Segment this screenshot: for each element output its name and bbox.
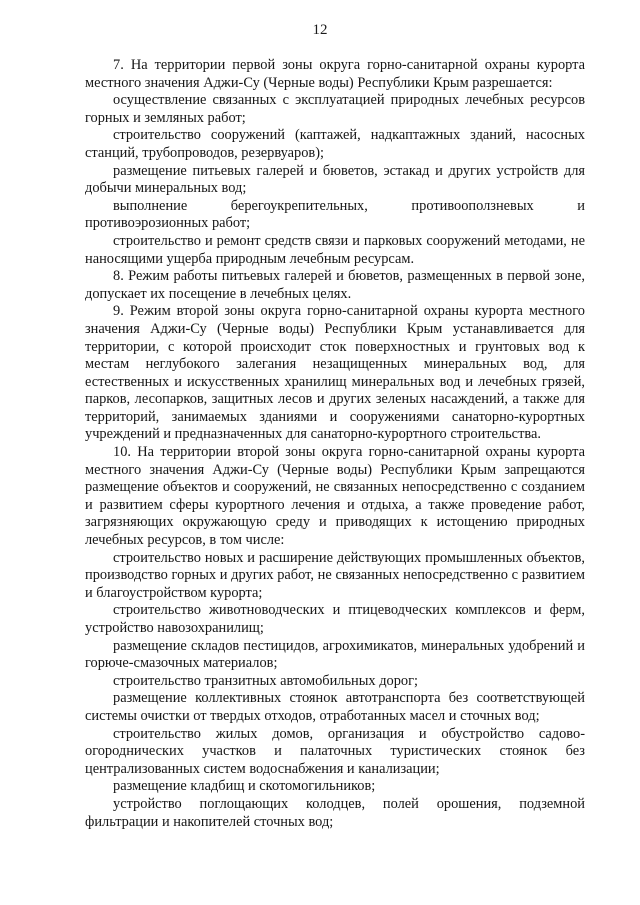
paragraph-item: строительство транзитных автомобильных дорог; <box>113 672 418 689</box>
paragraph-item: строительство и ремонт средств связи и парковых сооружений методами, не наносящими ущерба природным лечебным ресурсам. <box>85 232 585 267</box>
paragraph-7: 7. На территории первой зоны округа горно-санитарной охраны курорта местного значения Аджи-Су (Черные воды) Республики Крым разрешается: <box>85 57 585 91</box>
paragraph-item: строительство сооружений (каптажей, надкаптажных зданий, насосных станций, трубопроводов, резервуаров); <box>85 127 585 161</box>
paragraph-item: строительство животноводческих и птицеводческих комплексов и ферм, устройство навозохранилищ; <box>85 602 585 636</box>
page-number: 12 <box>312 22 328 38</box>
paragraph-10: 10. На территории второй зоны округа горно-санитарной охраны курорта местного значения Аджи-Су (Черные воды) Республики Крым запрещаются размещение объектов и сооружений, не связанных непосредственно с созданием и развитием сферы курортного лечения и отдыха, а также проведение работ, загрязняющих окружающую среду и приводящих к истощению природных лечебных ресурсов, в том числе: <box>85 444 585 549</box>
paragraph-item: выполнение берегоукрепительных, противооползневых и противоэрозионных работ; <box>85 197 585 232</box>
paragraph-item: строительство новых и расширение действующих промышленных объектов, производство горных и других работ, не связанных непосредственно с развитием и благоустройством курорта; <box>85 549 585 601</box>
paragraph-item: размещение питьевых галерей и бюветов, эстакад и других устройств для добычи минеральных вод; <box>85 162 585 197</box>
paragraph-item: строительство жилых домов, организация и обустройство садово-огороднических участков и палаточных туристических стоянок без централизованных систем водоснабжения и канализации; <box>85 725 585 777</box>
paragraph-8: 8. Режим работы питьевых галерей и бюветов, размещенных в первой зоне, допускает их посещение в лечебных целях. <box>85 268 585 302</box>
document-body <box>85 57 585 831</box>
paragraph-item: устройство поглощающих колодцев, полей орошения, подземной фильтрации и накопителей сточных вод; <box>85 795 585 830</box>
paragraph-item: размещение кладбищ и скотомогильников; <box>113 778 376 795</box>
paragraph-9: 9. Режим второй зоны округа горно-санитарной охраны курорта местного значения Аджи-Су (Черные воды) Республики Крым устанавливается для территории, с которой происходит сток поверхностных и грунтовых вод к местам неглубокого залегания незащищенных минеральных вод, для естественных и искусственных хранилищ минеральных вод и лечебных грязей, парков, лесопарков, защитных лесов и других зеленых насаждений, а также для территорий, занимаемых зданиями и сооружениями санаторно-курортных учреждений и предназначенных для санаторно-курортного строительства. <box>85 303 585 443</box>
paragraph-item: размещение коллективных стоянок автотранспорта без соответствующей системы очистки от твердых отходов, отработанных масел и сточных вод; <box>85 690 585 724</box>
paragraph-item: размещение складов пестицидов, агрохимикатов, минеральных удобрений и горюче-смазочных материалов; <box>85 637 585 672</box>
paragraph-item: осуществление связанных с эксплуатацией природных лечебных ресурсов горных и земляных работ; <box>85 92 585 126</box>
